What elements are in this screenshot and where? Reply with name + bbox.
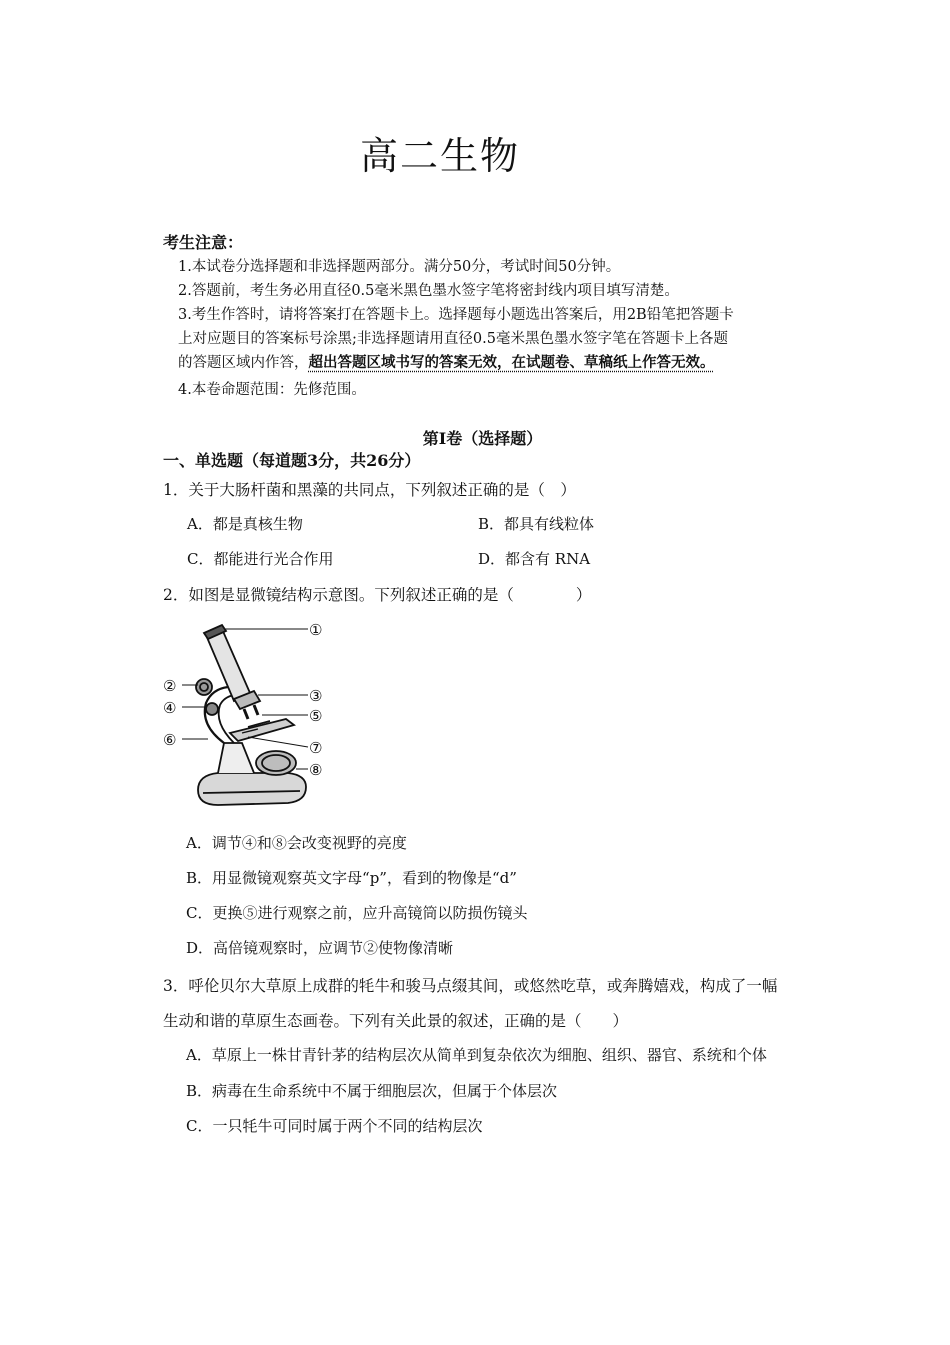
- label-8: ⑧: [309, 761, 323, 779]
- q2-option-d: D．高倍镜观察时，应调节②使物像清晰: [186, 939, 454, 957]
- q2-stem: 2．如图是显微镜结构示意图。下列叙述正确的是（ ）: [163, 586, 592, 604]
- notice-line-3: 3.考生作答时，请将答案打在答题卡上。选择题每小题选出答案后，用2B铅笔把答题卡: [178, 307, 734, 323]
- section-title: 一、单选题（每道题3分，共26分）: [163, 451, 421, 470]
- notice-line-4: 上对应题目的答案标号涂黑;非选择题请用直径0.5毫米黑色墨水签字笔在答题卡上各题: [178, 331, 728, 347]
- q2-option-a: A．调节④和⑧会改变视野的亮度: [186, 834, 407, 852]
- notice-line-6: 4.本卷命题范围：先修范围。: [178, 382, 366, 398]
- q1-option-c: C．都能进行光合作用: [187, 550, 334, 568]
- label-3: ③: [309, 687, 323, 705]
- label-7: ⑦: [309, 739, 323, 757]
- label-4: ④: [163, 699, 177, 717]
- label-5: ⑤: [309, 707, 323, 725]
- notice-line-5: [178, 351, 715, 372]
- notice-heading: 考生注意：: [163, 233, 244, 252]
- q3-option-b: B．病毒在生命系统中不属于细胞层次，但属于个体层次: [186, 1082, 558, 1100]
- part-title: 第Ⅰ卷（选择题）: [422, 429, 543, 448]
- notice-line-5-normal: 的答题区域内作答，: [178, 355, 309, 371]
- q2-option-b: B．用显微镜观察英文字母“p”，看到的物像是“d”: [186, 869, 517, 887]
- microscope-figure: [158, 615, 338, 819]
- notice-line-1: 1.本试卷分选择题和非选择题两部分。满分50分，考试时间50分钟。: [178, 259, 621, 275]
- q1-option-b: B．都具有线粒体: [478, 515, 595, 533]
- q2-option-c: C．更换⑤进行观察之前，应升高镜筒以防损伤镜头: [186, 904, 528, 922]
- page-title: 高二生物: [359, 134, 520, 178]
- q3-stem-line-1: 3．呼伦贝尔大草原上成群的牦牛和骏马点缀其间，或悠然吃草，或奔腾嬉戏，构成了一幅: [163, 977, 778, 995]
- notice-line-2: 2.答题前，考生务必用直径0.5毫米黑色墨水签字笔将密封线内项目填写清楚。: [178, 283, 679, 299]
- q3-option-a: A．草原上一株甘青针茅的结构层次从简单到复杂依次为细胞、组织、器官、系统和个体: [186, 1046, 767, 1064]
- q3-stem-line-2: 生动和谐的草原生态画卷。下列有关此景的叙述，正确的是（ ）: [163, 1012, 629, 1030]
- label-2: ②: [163, 677, 177, 695]
- q1-stem: 1．关于大肠杆菌和黑藻的共同点，下列叙述正确的是（ ）: [163, 481, 576, 499]
- q1-option-a: A．都是真核生物: [187, 515, 303, 533]
- label-1: ①: [309, 621, 323, 639]
- q3-option-c: C．一只牦牛可同时属于两个不同的结构层次: [186, 1117, 483, 1135]
- q1-option-d: D．都含有 RNA: [478, 550, 591, 568]
- notice-line-5-emphasis: 超出答题区域书写的答案无效，在试题卷、草稿纸上作答无效。: [308, 354, 715, 371]
- microscope-diagram: [158, 615, 338, 815]
- label-6: ⑥: [163, 731, 177, 749]
